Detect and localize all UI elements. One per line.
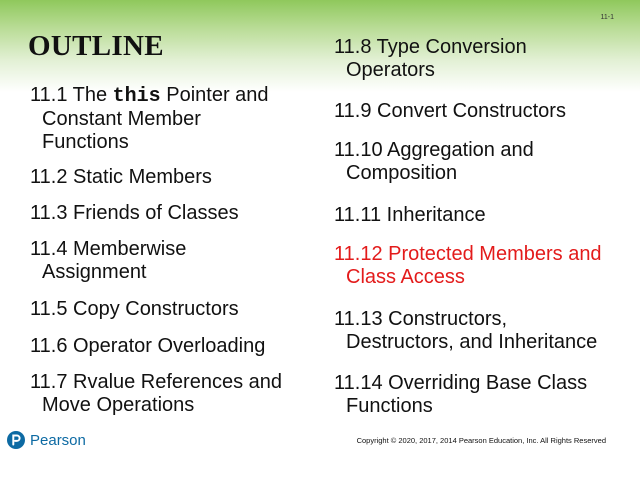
outline-item-line2: Functions [346,395,433,417]
outline-item-line1: 11.14 Overriding Base Class [334,372,588,394]
outline-item-11-2: 11.2 Static Members [30,166,212,188]
outline-item-suffix: Pointer and [160,84,269,106]
outline-item-11-13 [334,308,634,354]
outline-item-11-7 [30,371,330,417]
outline-item-line2: Constant Member Functions [42,108,201,153]
outline-item-line1: 11.4 Memberwise [30,238,187,260]
outline-item-prefix: 11.1 The [30,84,113,106]
outline-item-11-12 [334,243,634,289]
outline-item-11-10 [334,139,634,185]
outline-item-11-6: 11.6 Operator Overloading [30,335,266,357]
outline-item-line1: 11.7 Rvalue References and [30,371,283,393]
outline-item-11-8 [334,36,634,82]
outline-item-11-1 [30,84,330,154]
outline-item-line2: Composition [346,162,458,184]
outline-item-11-5: 11.5 Copy Constructors [30,298,239,320]
pearson-brand-text: Pearson [30,431,86,449]
outline-item-11-3: 11.3 Friends of Classes [30,202,239,224]
outline-item-line2: Operators [346,59,435,81]
pearson-logo [7,430,86,450]
outline-item-line2: Class Access [346,266,465,288]
slide-title: OUTLINE [28,30,164,62]
slide-number: 11-1 [600,14,614,21]
outline-item-line1: 11.12 Protected Members and [334,243,602,265]
outline-item-11-11: 11.11 Inheritance [334,204,486,226]
outline-item-line2: Assignment [42,261,147,283]
outline-item-line1: 11.13 Constructors, [334,308,508,330]
outline-item-code: this [112,85,161,108]
outline-item-line1: 11.10 Aggregation and [334,139,534,161]
pearson-logo-icon [7,431,25,449]
outline-item-11-14 [334,372,634,418]
outline-item-line2: Destructors, and Inheritance [346,331,598,353]
copyright-notice: Copyright © 2020, 2017, 2014 Pearson Education, Inc. All Rights Reserved [356,436,606,445]
outline-item-line2: Move Operations [42,394,195,416]
outline-item-11-9: 11.9 Convert Constructors [334,100,566,122]
outline-item-11-4 [30,238,330,284]
outline-item-line1: 11.8 Type Conversion [334,36,527,58]
